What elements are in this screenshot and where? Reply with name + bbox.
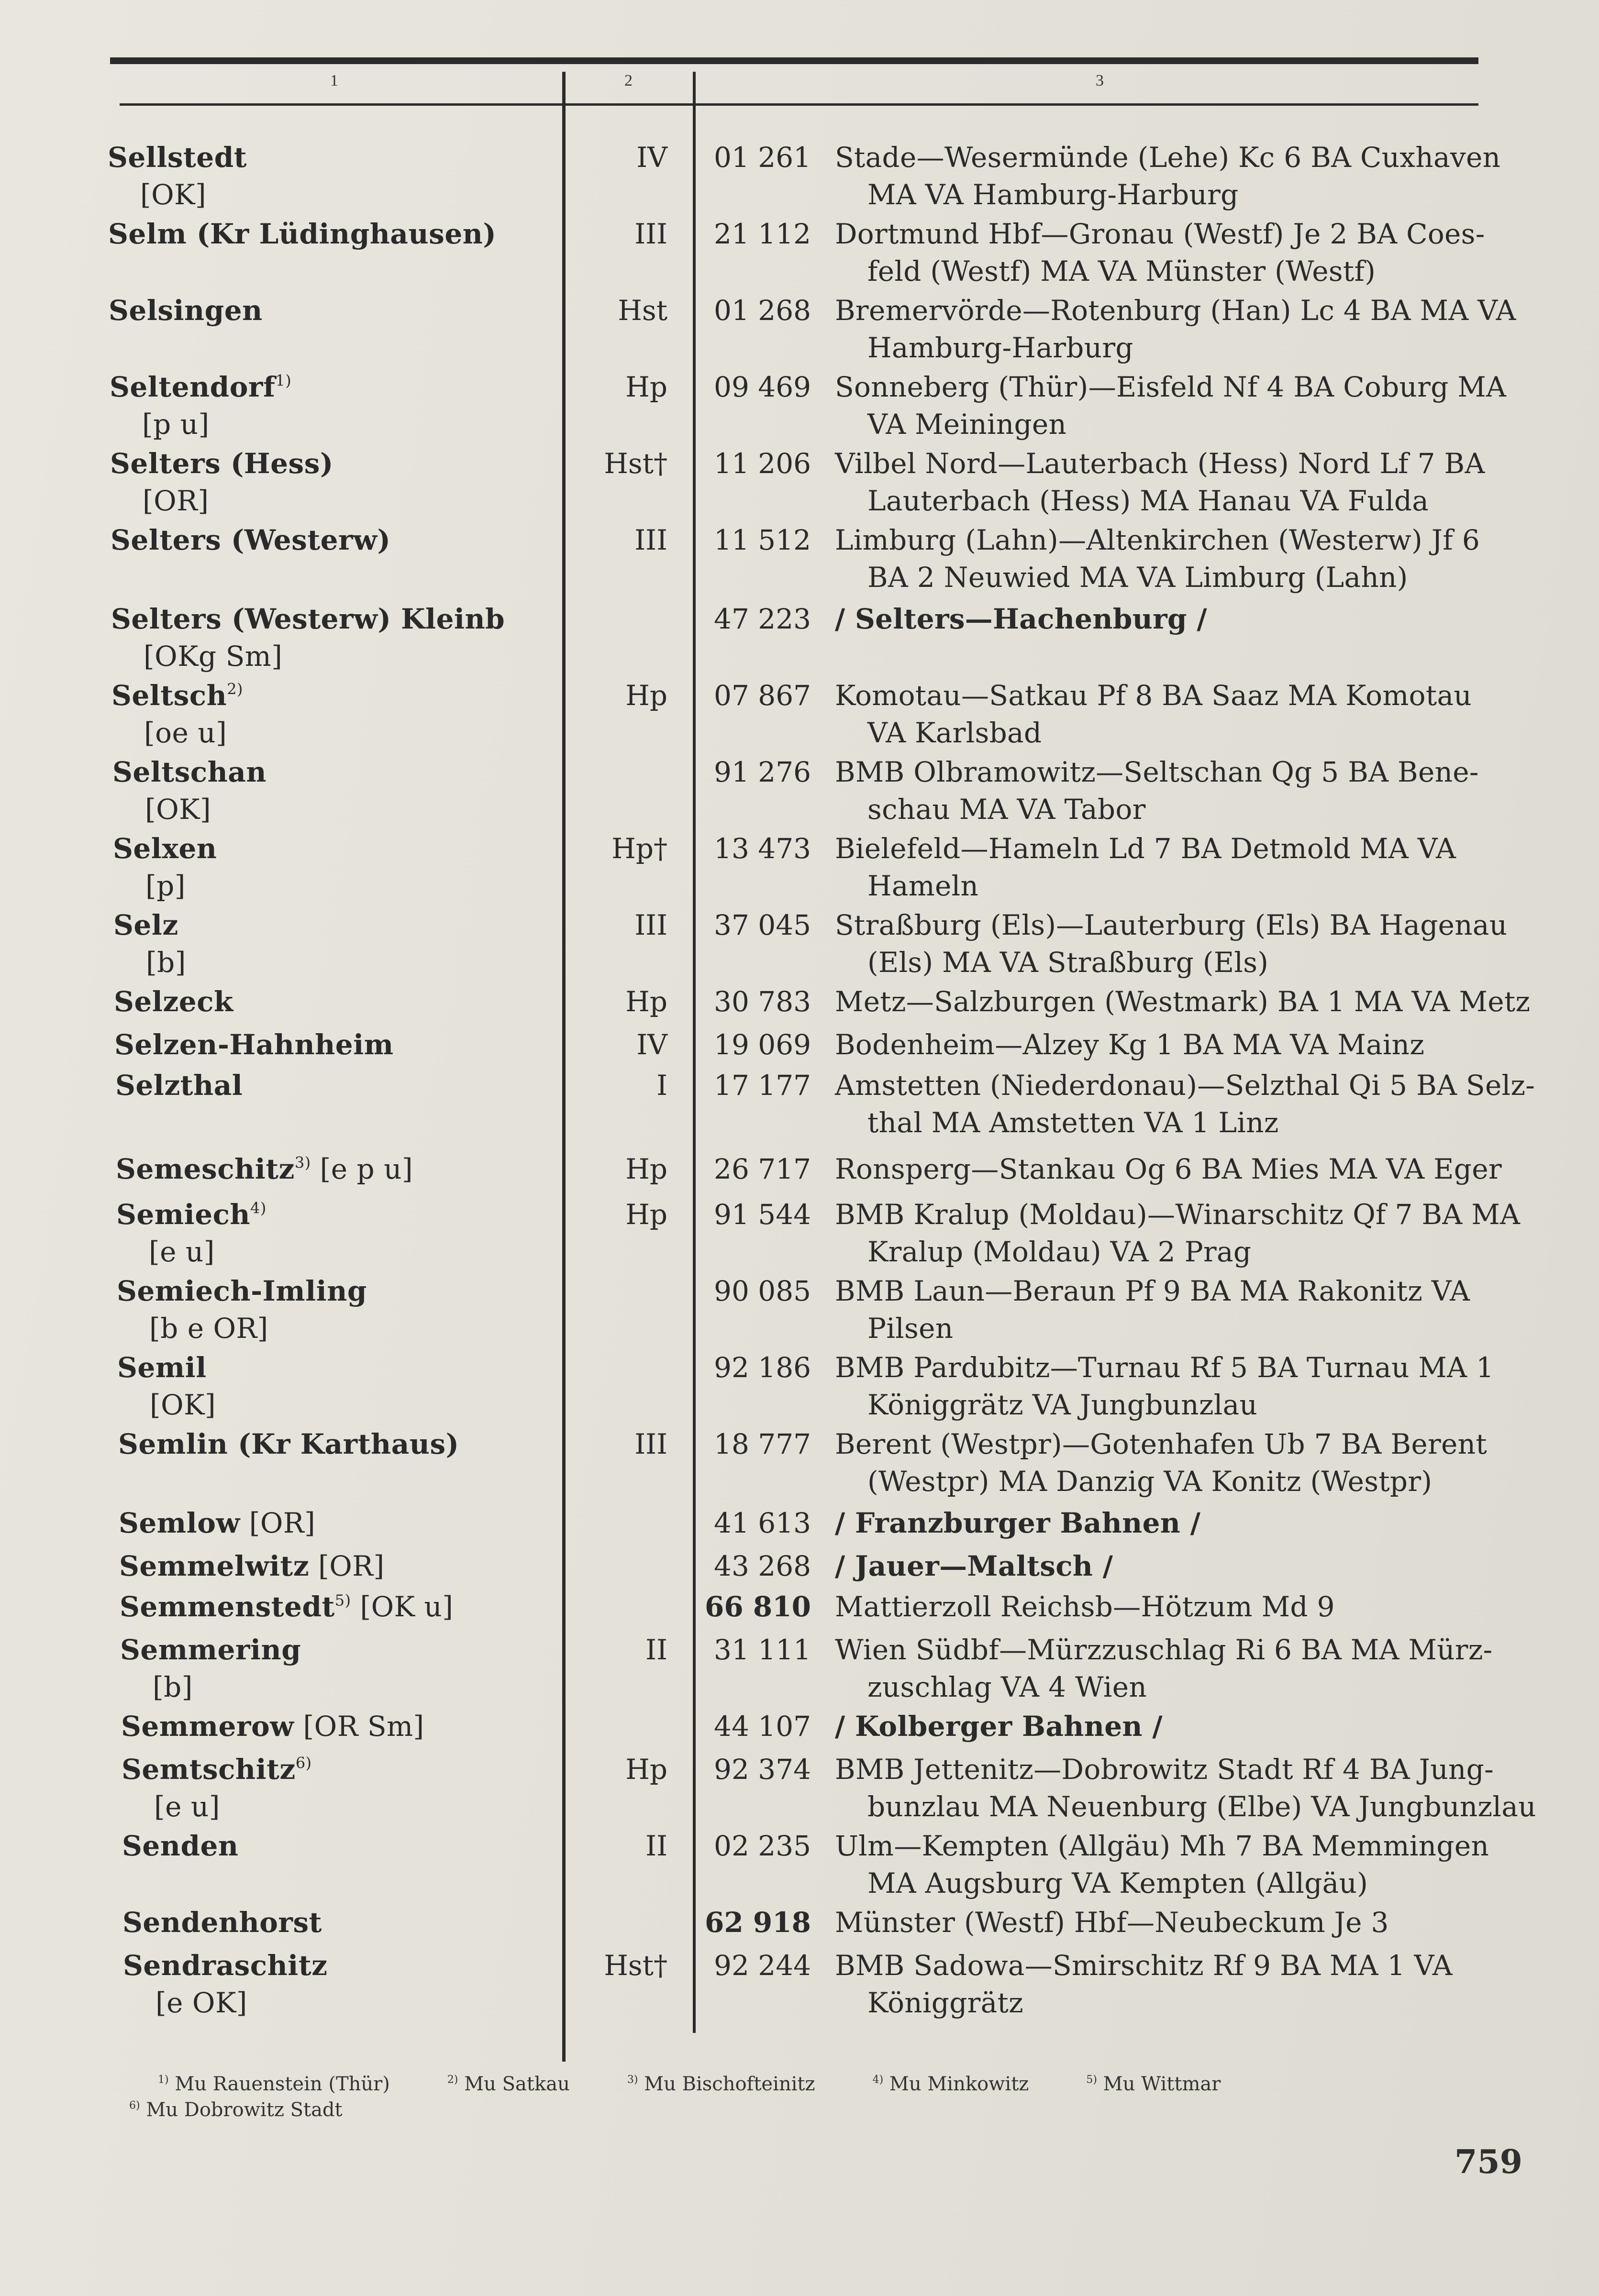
route-line-1: Metz—Salzburgen (Westmark) BA 1 MA VA Metz — [835, 985, 1531, 1018]
footnote — [447, 2071, 570, 2097]
footnote-text: Mu Dobrowitz Stadt — [146, 2099, 343, 2121]
footnote-number: 3) — [627, 2074, 638, 2086]
station-code: [OR Sm] — [294, 1710, 424, 1743]
station-number: 21 112 — [714, 218, 811, 250]
route-line-1: BMB Olbramowitz—Seltschan Qg 5 BA Bene- — [835, 756, 1479, 788]
station-name-cell — [108, 215, 563, 253]
station-name: Selters (Westerw) Kleinb — [111, 603, 505, 635]
footnote — [158, 2071, 390, 2097]
station-name: Selsingen — [109, 294, 263, 327]
route-line-2: VA Meiningen — [867, 408, 1067, 441]
station-name-cell — [109, 292, 563, 329]
route-line-1: Wien Südbf—Mürzzuschlag Ri 6 BA MA Mürz- — [835, 1634, 1493, 1666]
station-subcode: [b] — [146, 946, 186, 979]
route-line-1: Vilbel Nord—Lauterbach (Hess) Nord Lf 7 BA — [835, 447, 1485, 480]
footnote-number: 1) — [158, 2074, 169, 2086]
station-name-cell — [119, 1504, 573, 1542]
route-description — [835, 1751, 1599, 1825]
station-name-cell — [114, 1026, 569, 1063]
station-class: Hp — [625, 679, 667, 712]
route-description — [835, 753, 1599, 828]
footnote-mark: 2) — [227, 680, 243, 698]
footnote-number: 4) — [872, 2074, 884, 2086]
station-name-cell — [122, 1827, 577, 1865]
footnote — [129, 2097, 343, 2123]
station-name-cell — [111, 521, 565, 559]
station-name: Semlow — [119, 1507, 240, 1539]
station-class: I — [656, 1069, 667, 1102]
route-description — [835, 677, 1599, 751]
station-name: Sendraschitz — [123, 1949, 328, 1982]
route-line-2: MA VA Hamburg-Harburg — [867, 178, 1239, 211]
station-name: Semmelwitz — [119, 1550, 310, 1582]
station-number: 41 613 — [714, 1507, 811, 1539]
footnote-mark: 3) — [294, 1153, 311, 1172]
route-description — [835, 1547, 1599, 1585]
route-description — [835, 983, 1599, 1020]
station-subcode: [b] — [153, 1671, 193, 1703]
station-name: Semtschitz — [122, 1753, 296, 1786]
station-name: Semmering — [120, 1634, 301, 1666]
station-number: 90 085 — [714, 1275, 811, 1307]
column-header-2: 2 — [624, 72, 633, 89]
route-line-1: Mattierzoll Reichsb—Hötzum Md 9 — [835, 1590, 1335, 1623]
station-number: 92 374 — [714, 1753, 811, 1786]
route-description — [835, 1272, 1599, 1347]
route-line-1: Bremervörde—Rotenburg (Han) Lc 4 BA MA VA — [835, 294, 1516, 327]
footnote-number: 2) — [447, 2074, 458, 2086]
station-number: 62 918 — [705, 1906, 811, 1939]
station-subcode: [OKg Sm] — [144, 640, 283, 673]
station-name: Selzen-Hahnheim — [114, 1028, 394, 1061]
station-code: [e p u] — [311, 1153, 413, 1185]
route-description — [835, 139, 1599, 213]
route-line-2: VA Karlsbad — [867, 717, 1042, 749]
route-line-1: / Jauer—Maltsch / — [835, 1550, 1113, 1582]
route-line-2: Kralup (Moldau) VA 2 Prag — [867, 1236, 1252, 1268]
footnote-text: Mu Bischofteinitz — [644, 2073, 815, 2095]
route-description — [835, 830, 1599, 905]
station-name: Seltendorf — [110, 371, 276, 403]
route-description — [835, 1588, 1599, 1625]
station-class: II — [645, 1830, 667, 1862]
station-subcode: [oe u] — [144, 717, 227, 749]
station-subcode: [p] — [145, 870, 186, 902]
route-line-1: BMB Kralup (Moldau)—Winarschitz Qf 7 BA MA — [835, 1198, 1521, 1231]
route-line-1: Komotau—Satkau Pf 8 BA Saaz MA Komotau — [835, 679, 1472, 712]
footnote-text: Mu Rauenstein (Thür) — [175, 2073, 390, 2095]
station-name-cell — [113, 830, 567, 905]
route-line-1: / Franzburger Bahnen / — [835, 1507, 1201, 1539]
footnote — [1086, 2071, 1221, 2097]
footnote-text: Mu Satkau — [464, 2073, 570, 2095]
footnote-mark: 6) — [295, 1754, 312, 1772]
route-line-1: Straßburg (Els)—Lauterburg (Els) BA Hagenau — [835, 909, 1508, 941]
route-description — [835, 1067, 1599, 1141]
route-line-2: (Westpr) MA Danzig VA Konitz (Westpr) — [867, 1465, 1432, 1498]
station-subcode: [b e OR] — [149, 1312, 268, 1345]
station-class: Hp† — [611, 832, 667, 865]
station-name: Semil — [117, 1351, 207, 1384]
station-number: 30 783 — [714, 985, 811, 1018]
route-line-1: Stade—Wesermünde (Lehe) Kc 6 BA Cuxhaven — [835, 141, 1501, 174]
route-description — [835, 1349, 1599, 1424]
station-class: Hp — [625, 1153, 667, 1185]
station-name: Selzthal — [115, 1069, 243, 1102]
station-name-cell — [116, 1150, 570, 1188]
route-line-2: MA Augsburg VA Kempten (Allgäu) — [867, 1867, 1368, 1899]
route-line-1: BMB Laun—Beraun Pf 9 BA MA Rakonitz VA — [835, 1275, 1470, 1307]
station-name: Selzeck — [114, 985, 233, 1018]
station-name-cell — [110, 368, 564, 443]
route-description — [835, 292, 1599, 366]
station-subcode: [OK] — [145, 793, 211, 826]
station-class: III — [634, 909, 667, 941]
station-name: Selz — [113, 909, 178, 941]
header-bottom-rule — [120, 103, 1478, 106]
station-name-cell — [117, 1349, 572, 1424]
station-class: II — [645, 1634, 667, 1666]
station-class: III — [634, 524, 667, 556]
station-name: Selxen — [113, 832, 217, 865]
station-class: Hst — [618, 294, 667, 327]
route-line-2: BA 2 Neuwied MA VA Limburg (Lahn) — [867, 561, 1408, 594]
station-name-cell — [114, 983, 568, 1020]
route-line-1: Dortmund Hbf—Gronau (Westf) Je 2 BA Coes- — [835, 218, 1485, 250]
column-header-3: 3 — [1096, 72, 1104, 89]
station-number: 13 473 — [714, 832, 811, 865]
station-number: 44 107 — [714, 1710, 811, 1743]
route-line-2: thal MA Amstetten VA 1 Linz — [867, 1106, 1279, 1139]
route-description — [835, 1631, 1599, 1706]
station-class: Hp — [625, 1198, 667, 1231]
footnote-mark: 5) — [334, 1591, 351, 1610]
route-line-1: / Kolberger Bahnen / — [835, 1710, 1163, 1743]
route-description — [835, 445, 1599, 519]
route-line-1: Sonneberg (Thür)—Eisfeld Nf 4 BA Coburg MA — [835, 371, 1507, 403]
route-description — [835, 521, 1599, 596]
station-number: 11 512 — [714, 524, 811, 556]
station-name-cell — [111, 600, 566, 675]
route-line-1: BMB Jettenitz—Dobrowitz Stadt Rf 4 BA Jung- — [835, 1753, 1494, 1786]
footnotes — [129, 2071, 1526, 2123]
station-number: 01 261 — [714, 141, 811, 174]
station-class: III — [634, 1428, 667, 1460]
station-name-cell — [121, 1708, 576, 1745]
route-line-1: / Selters—Hachenburg / — [835, 603, 1207, 635]
route-description — [835, 1026, 1599, 1063]
station-name: Seltschan — [112, 756, 266, 788]
station-name: Sendenhorst — [122, 1906, 322, 1939]
route-line-1: Amstetten (Niederdonau)—Selzthal Qi 5 BA Selz- — [835, 1069, 1535, 1102]
station-subcode: [OK] — [150, 1389, 216, 1421]
station-name: Semlin (Kr Karthaus) — [118, 1428, 459, 1460]
station-name: Semeschitz — [116, 1153, 295, 1185]
route-description — [835, 1504, 1599, 1542]
route-line-1: Limburg (Lahn)—Altenkirchen (Westerw) Jf 6 — [835, 524, 1480, 556]
station-number: 91 276 — [714, 756, 811, 788]
station-name: Semmerow — [121, 1710, 294, 1743]
station-number: 43 268 — [714, 1550, 811, 1582]
header-top-rule — [110, 57, 1478, 64]
station-number: 11 206 — [714, 447, 811, 480]
station-subcode: [p u] — [142, 408, 210, 441]
footnote-text: Mu Minkowitz — [889, 2073, 1029, 2095]
station-name-cell — [113, 906, 568, 981]
route-line-2: feld (Westf) MA VA Münster (Westf) — [867, 255, 1376, 287]
station-class: Hst† — [604, 1949, 667, 1982]
route-description — [835, 1904, 1599, 1941]
station-number: 31 111 — [714, 1634, 811, 1666]
route-description — [835, 215, 1599, 290]
route-description — [835, 1708, 1599, 1745]
route-description — [835, 1196, 1599, 1270]
station-code: [OR] — [309, 1550, 385, 1582]
station-class: IV — [636, 1028, 667, 1061]
route-description — [835, 1947, 1599, 2021]
route-line-1: Ronsperg—Stankau Og 6 BA Mies MA VA Eger — [835, 1153, 1502, 1185]
station-name-cell — [123, 1947, 577, 2021]
station-class: Hp — [625, 1753, 667, 1786]
station-number: 09 469 — [714, 371, 811, 403]
station-subcode: [e u] — [154, 1790, 220, 1823]
station-name-cell — [122, 1904, 577, 1941]
station-number: 26 717 — [714, 1153, 811, 1185]
station-name-cell — [112, 753, 567, 828]
station-name-cell — [117, 1272, 571, 1347]
station-name-cell — [110, 445, 565, 519]
station-class: Hst† — [604, 447, 667, 480]
station-class: Hp — [625, 985, 667, 1018]
station-name: Semmenstedt — [120, 1590, 335, 1623]
route-description — [835, 368, 1599, 443]
page-number: 759 — [1455, 2143, 1522, 2181]
route-line-2: zuschlag VA 4 Wien — [867, 1671, 1147, 1703]
station-subcode: [OK] — [140, 178, 207, 211]
station-number: 01 268 — [714, 294, 811, 327]
station-name: Selters (Hess) — [110, 447, 333, 480]
station-number: 37 045 — [714, 909, 811, 941]
station-number: 17 177 — [714, 1069, 811, 1102]
station-name-cell — [120, 1588, 574, 1625]
station-name: Semiech — [116, 1198, 251, 1231]
station-code: [OK u] — [351, 1590, 454, 1623]
route-description — [835, 1150, 1599, 1188]
station-code: [OR] — [240, 1507, 316, 1539]
footnote — [627, 2071, 815, 2097]
station-name-cell — [108, 139, 562, 213]
route-line-1: Münster (Westf) Hbf—Neubeckum Je 3 — [835, 1906, 1389, 1939]
station-number: 91 544 — [714, 1198, 811, 1231]
station-number: 19 069 — [714, 1028, 811, 1061]
route-line-2: Königgrätz VA Jungbunzlau — [867, 1389, 1258, 1421]
route-line-2: (Els) MA VA Straßburg (Els) — [867, 946, 1269, 979]
route-line-2: Königgrätz — [867, 1987, 1024, 2019]
footnote — [873, 2071, 1029, 2097]
station-name: Seltsch — [111, 679, 227, 712]
route-line-2: schau MA VA Tabor — [867, 793, 1146, 826]
route-line-1: Berent (Westpr)—Gotenhafen Ub 7 BA Berent — [835, 1428, 1487, 1460]
footnote-mark: 1) — [275, 371, 292, 390]
station-name-cell — [111, 677, 566, 751]
station-number: 02 235 — [714, 1830, 811, 1862]
route-line-2: Pilsen — [867, 1312, 954, 1345]
station-number: 07 867 — [714, 679, 811, 712]
route-description — [835, 1827, 1599, 1902]
column-header-1: 1 — [330, 72, 338, 89]
station-name-cell — [115, 1067, 570, 1104]
route-description — [835, 1425, 1599, 1500]
footnote-mark: 4) — [250, 1199, 266, 1217]
station-name-cell — [120, 1631, 575, 1706]
station-class: III — [634, 218, 667, 250]
route-line-1: Ulm—Kempten (Allgäu) Mh 7 BA Memmingen — [835, 1830, 1489, 1862]
route-line-2: bunzlau MA Neuenburg (Elbe) VA Jungbunzlau — [867, 1790, 1536, 1823]
station-number: 92 244 — [714, 1949, 811, 1982]
station-subcode: [e OK] — [155, 1987, 247, 2019]
footnote-text: Mu Wittmar — [1103, 2073, 1221, 2095]
route-description — [835, 906, 1599, 981]
station-subcode: [OR] — [143, 485, 209, 517]
footnote-number: 5) — [1086, 2074, 1097, 2086]
route-line-1: Bodenheim—Alzey Kg 1 BA MA VA Mainz — [835, 1028, 1425, 1061]
route-line-2: Hamburg-Harburg — [867, 331, 1133, 364]
station-subcode: [e u] — [149, 1236, 215, 1268]
station-number: 92 186 — [714, 1351, 811, 1384]
station-name: Semiech-Imling — [117, 1275, 367, 1307]
station-name-cell — [119, 1547, 574, 1585]
station-number: 66 810 — [705, 1590, 811, 1623]
station-name-cell — [118, 1425, 573, 1463]
route-line-1: BMB Sadowa—Smirschitz Rf 9 BA MA 1 VA — [835, 1949, 1453, 1982]
station-name: Selters (Westerw) — [111, 524, 391, 556]
station-name: Senden — [122, 1830, 239, 1862]
station-name: Sellstedt — [108, 141, 247, 174]
station-number: 18 777 — [714, 1428, 811, 1460]
station-number: 47 223 — [714, 603, 811, 635]
footnote-number: 6) — [129, 2099, 140, 2112]
route-description — [835, 600, 1599, 638]
route-line-1: Bielefeld—Hameln Ld 7 BA Detmold MA VA — [835, 832, 1456, 865]
station-class: IV — [636, 141, 667, 174]
route-line-1: BMB Pardubitz—Turnau Rf 5 BA Turnau MA 1 — [835, 1351, 1494, 1384]
station-name: Selm (Kr Lüdinghausen) — [108, 218, 497, 250]
station-class: Hp — [625, 371, 667, 403]
station-name-cell — [116, 1196, 571, 1270]
route-line-2: Lauterbach (Hess) MA Hanau VA Fulda — [867, 485, 1429, 517]
station-name-cell — [122, 1751, 576, 1825]
route-line-2: Hameln — [867, 870, 979, 902]
